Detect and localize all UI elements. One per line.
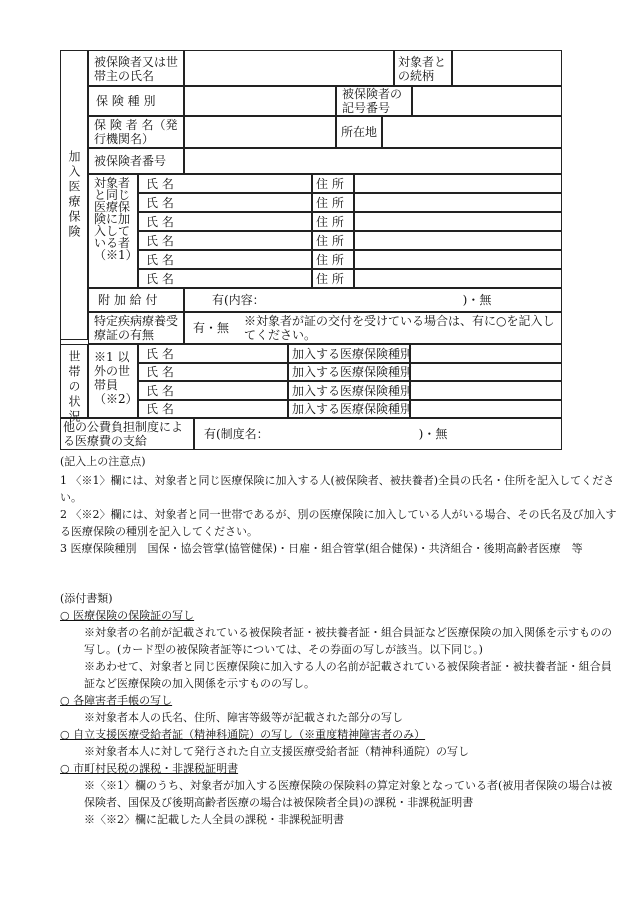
attachment-1-title: ○ 医療保険の保険証の写し bbox=[60, 609, 195, 622]
person-name-label: 氏 名 bbox=[146, 253, 174, 267]
person-addr-field[interactable] bbox=[354, 269, 562, 288]
household-name-label: 氏 名 bbox=[146, 365, 174, 379]
person-addr-label: 住 所 bbox=[316, 253, 344, 267]
type-field[interactable] bbox=[184, 86, 336, 116]
number-label: 被保険者番号 bbox=[94, 154, 167, 168]
attachment-3-title: ○ 自立支援医療受給者証（精神科通院）の写し（※重度精神障害者のみ） bbox=[60, 728, 426, 741]
public-burden-value: 有(制度名： )・無 bbox=[204, 427, 448, 441]
household-left-label: ※1 以外の世帯員（※2） bbox=[94, 350, 138, 406]
attachment-4-note-2: ※〈※2〉欄に記載した人全員の課税・非課税証明書 bbox=[84, 813, 344, 826]
person-addr-field[interactable] bbox=[354, 250, 562, 269]
household-name-label: 氏 名 bbox=[146, 402, 174, 416]
person-addr-field[interactable] bbox=[354, 193, 562, 212]
person-name-label: 氏 名 bbox=[146, 234, 174, 248]
insured-side-label: 加入医療保険 bbox=[67, 150, 81, 240]
symbol-field[interactable] bbox=[412, 86, 562, 116]
number-field[interactable] bbox=[184, 148, 562, 174]
cert-value: 有・無 bbox=[193, 321, 230, 335]
address-label: 所在地 bbox=[341, 125, 378, 139]
note-3: 3 医療保険種別 国保・協会管掌(協管健保)・日雇・組合管掌(組合健保)・共済組合・後期高齢者医療 等 bbox=[60, 542, 583, 555]
insurer-label: 保 険 者 名（発行機関名） bbox=[94, 118, 178, 146]
attachment-2-title: ○ 各障害者手帳の写し bbox=[60, 694, 173, 707]
person-name-label: 氏 名 bbox=[146, 215, 174, 229]
household-name-label: 氏 名 bbox=[146, 384, 174, 398]
attachment-4-title: ○ 市町村民税の課税・非課税証明書 bbox=[60, 762, 239, 775]
person-addr-field[interactable] bbox=[354, 231, 562, 250]
household-type-field[interactable] bbox=[410, 381, 562, 400]
notes-section bbox=[60, 453, 620, 557]
note-2: 2 〈※2〉欄には、対象者と同一世帯であるが、別の医療保険に加入している人がいる場合、その氏名及び加入する医療保険の種別を記入してください。 bbox=[60, 508, 617, 538]
cert-note: ※対象者が証の交付を受けている場合は、有に○を記入してください。 bbox=[244, 314, 555, 342]
person-addr-field[interactable] bbox=[354, 212, 562, 231]
attachments-heading: (添付書類) bbox=[60, 592, 113, 605]
public-burden-label: 他の公費負担制度による医療費の支給 bbox=[63, 420, 184, 448]
same-insurance-label: 対象者と同じ医療保険に加入している者（※1） bbox=[94, 176, 138, 262]
relation-label: 対象者との続柄 bbox=[398, 55, 447, 83]
person-addr-label: 住 所 bbox=[316, 272, 344, 286]
attach-value: 有(内容： )・無 bbox=[212, 293, 492, 307]
insurer-field[interactable] bbox=[184, 116, 336, 148]
attachment-4-note-1: ※〈※1〉欄のうち、対象者が加入する医療保険の保険料の算定対象となっている者(被用者保険の場合は被保険者、国保及び後期高齢者医療の場合は被保険者全員)の課税・非課税証明書 bbox=[84, 779, 613, 809]
notes-heading: (記入上の注意点) bbox=[60, 455, 146, 468]
person-addr-label: 住 所 bbox=[316, 177, 344, 191]
cert-label: 特定疾病療養受療証の有無 bbox=[94, 314, 179, 342]
household-type-field[interactable] bbox=[410, 400, 562, 419]
address-field[interactable] bbox=[382, 116, 562, 148]
attachment-3-note: ※対象者本人に対して発行された自立支援医療受給者証（精神科通院）の写し bbox=[84, 745, 469, 758]
household-side-label: 世帯の状況 bbox=[67, 350, 81, 425]
household-type-field[interactable] bbox=[410, 363, 562, 382]
type-label: 保 険 種 別 bbox=[96, 94, 156, 108]
person-addr-label: 住 所 bbox=[316, 196, 344, 210]
note-1: 1 〈※1〉欄には、対象者と同じ医療保険に加入する人(被保険者、被扶養者)全員の氏名・住所を記入してください。 bbox=[60, 474, 615, 504]
household-type-field[interactable] bbox=[410, 344, 562, 363]
holder-label: 被保険者又は世帯主の氏名 bbox=[94, 55, 179, 83]
attachment-1-note-2: ※あわせて、対象者と同じ医療保険に加入する人の名前が記載されている被保険者証・被扶養者証・組合員証など医療保険の加入関係を示すものの写し。 bbox=[84, 660, 612, 690]
household-name-label: 氏 名 bbox=[146, 347, 174, 361]
person-addr-field[interactable] bbox=[354, 174, 562, 193]
holder-name-field[interactable] bbox=[184, 50, 394, 86]
attachment-2-note: ※対象者本人の氏名、住所、障害等級等が記載された部分の写し bbox=[84, 711, 403, 724]
attach-label: 附 加 給 付 bbox=[98, 293, 158, 307]
household-type-label: 加入する医療保険種別 bbox=[292, 347, 413, 361]
household-type-label: 加入する医療保険種別 bbox=[292, 384, 413, 398]
attachment-1-note-1: ※対象者の名前が記載されている被保険者証・被扶養者証・組合員証など医療保険の加入関係を示すものの写し。(カード型の被保険者証等については、その券面の写しが該当。以下同じ。) bbox=[84, 626, 612, 656]
person-name-label: 氏 名 bbox=[146, 177, 174, 191]
person-name-label: 氏 名 bbox=[146, 196, 174, 210]
household-type-label: 加入する医療保険種別 bbox=[292, 365, 413, 379]
symbol-label: 被保険者の記号番号 bbox=[342, 87, 403, 115]
attachments-section bbox=[60, 590, 620, 828]
person-addr-label: 住 所 bbox=[316, 234, 344, 248]
person-name-label: 氏 名 bbox=[146, 272, 174, 286]
household-type-label: 加入する医療保険種別 bbox=[292, 402, 413, 416]
person-addr-label: 住 所 bbox=[316, 215, 344, 229]
relation-field[interactable] bbox=[452, 50, 562, 86]
